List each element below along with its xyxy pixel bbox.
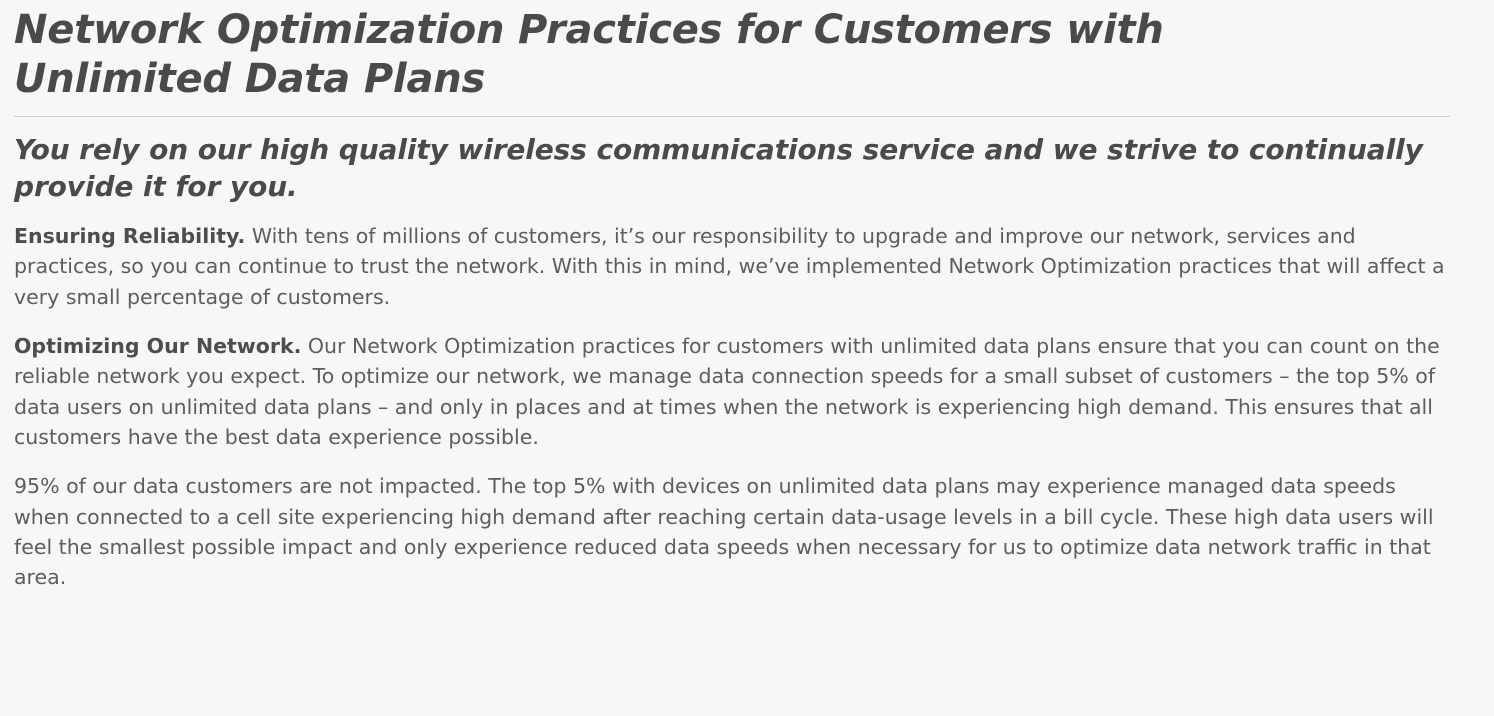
paragraph-body-3: 95% of our data customers are not impacted. The top 5% with devices on unlimited data plans may experience managed data speeds when connected to a cell site experiencing high demand after reaching certain data-usage levels in a bill cycle. These high data users will feel the smallest possible impact and only experience reduced data speeds when necessary for us to optimize data network traffic in that area.	[14, 474, 1434, 590]
paragraph-lead-2: Optimizing Our Network.	[14, 334, 302, 359]
body-paragraph-1	[14, 221, 1450, 312]
body-paragraph-2	[14, 331, 1450, 452]
title-divider	[14, 116, 1450, 117]
paragraph-lead-1: Ensuring Reliability.	[14, 224, 246, 249]
paragraph-body-2: Our Network Optimization practices for customers with unlimited data plans ensure that you can count on the reliable network you expect. To optimize our network, we manage data connection speeds for a small subset of customers – the top 5% of data users on unlimited data plans – and only in places and at times when the network is experiencing high demand. This ensures that all customers have the best data experience possible.	[14, 334, 1440, 450]
page-title: Network Optimization Practices for Customers with Unlimited Data Plans	[14, 7, 1164, 102]
lede-paragraph: You rely on our high quality wireless communications service and we strive to continually provide it for you.	[14, 132, 1423, 203]
body-paragraph-3	[14, 471, 1450, 592]
paragraph-body-1: With tens of millions of customers, it’s our responsibility to upgrade and improve our network, services and practices, so you can continue to trust the network. With this in mind, we’ve implemented Network Optimization practices that will affect a very small percentage of customers.	[14, 224, 1445, 309]
